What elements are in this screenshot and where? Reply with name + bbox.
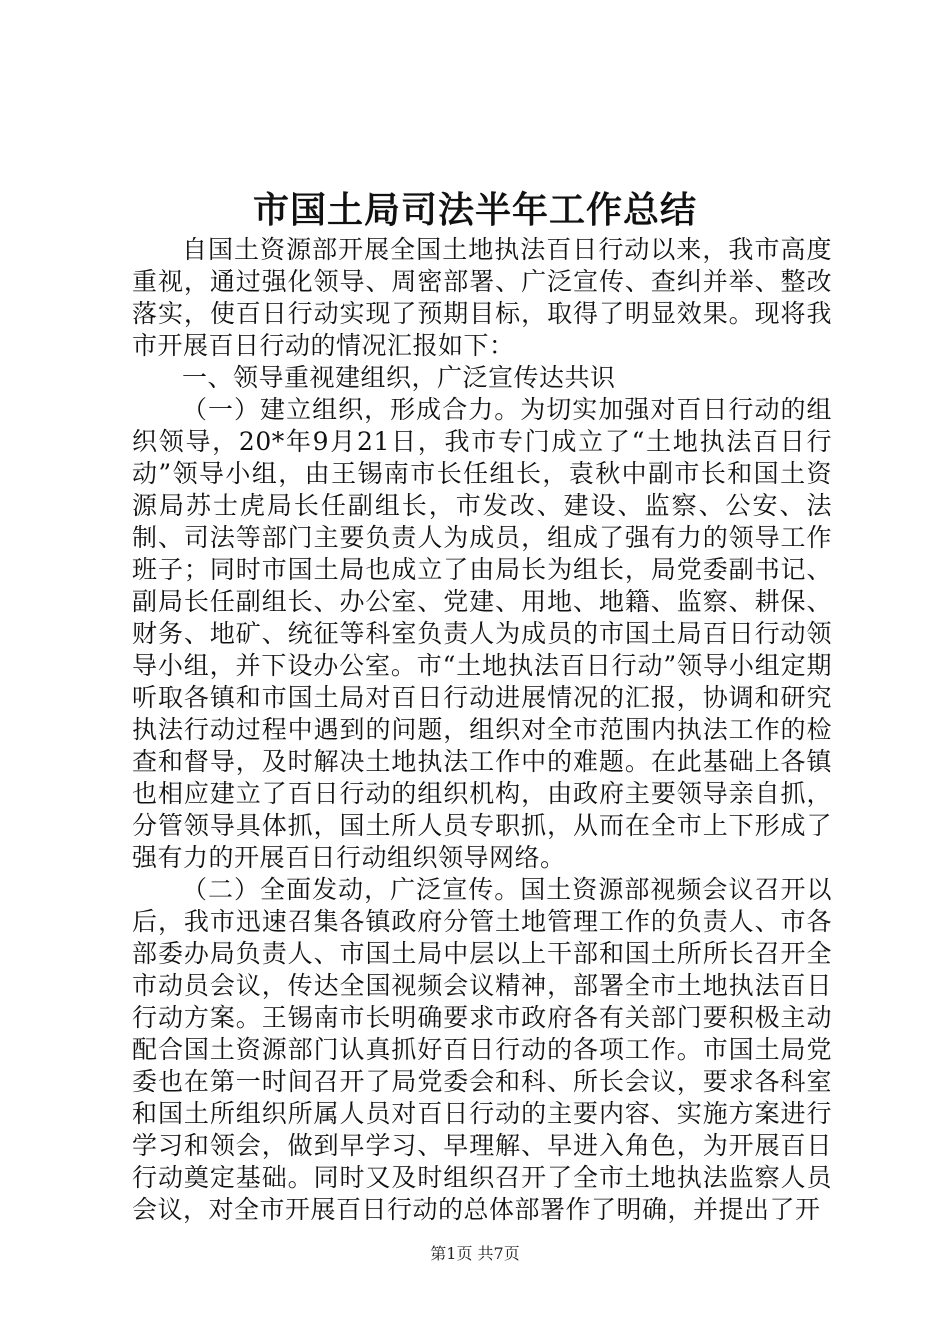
- subsection-2-paragraph: （二）全面发动，广泛宣传。国土资源部视频会议召开以后，我市迅速召集各镇政府分管土地管理工作的负责人、市各部委办局负责人、市国土局中层以上干部和国土所所长召开全市动员会议，传达全国视频会议精神，部署全市土地执法百日行动方案。王锡南市长明确要求市政府各有关部门要积极主动配合国土资源部门认真抓好百日行动的各项工作。市国土局党委也在第一时间召开了局党委会和科、所长会议，要求各科室和国土所组织所属人员对百日行动的主要内容、实施方案进行学习和领会，做到早学习、早理解、早进入角色，为开展百日行动奠定基础。同时又及时组织召开了全市土地执法监察人员会议，对全市开展百日行动的总体部署作了明确，并提出了开: [132, 875, 832, 1224]
- intro-paragraph: 自国土资源部开展全国土地执法百日行动以来，我市高度重视，通过强化领导、周密部署、广泛宣传、查纠并举、整改落实，使百日行动实现了预期目标，取得了明显效果。现将我市开展百日行动的情况汇报如下：: [132, 235, 832, 360]
- section-heading: 一、领导重视建组织，广泛宣传达共识: [182, 363, 616, 392]
- page-footer: 第1页 共7页: [430, 1244, 520, 1263]
- document-body: [132, 234, 832, 1226]
- document-title: 市国土局司法半年工作总结: [252, 189, 697, 231]
- subsection-1-paragraph: （一）建立组织，形成合力。为切实加强对百日行动的组织领导，20*年9月21日，我市专门成立了“土地执法百日行动”领导小组，由王锡南市长任组长，袁秋中副市长和国土资源局苏士虎局长任副组长，市发改、建设、监察、公安、法制、司法等部门主要负责人为成员，组成了强有力的领导工作班子；同时市国土局也成立了由局长为组长，局党委副书记、副局长任副组长、办公室、党建、用地、地籍、监察、耕保、财务、地矿、统征等科室负责人为成员的市国土局百日行动领导小组，并下设办公室。市“土地执法百日行动”领导小组定期听取各镇和市国土局对百日行动进展情况的汇报，协调和研究执法行动过程中遇到的问题，组织对全市范围内执法工作的检查和督导，及时解决土地执法工作中的难题。在此基础上各镇也相应建立了百日行动的组织机构，由政府主要领导亲自抓，分管领导具体抓，国土所人员专职抓，从而在全市上下形成了强有力的开展百日行动组织领导网络。: [132, 395, 832, 872]
